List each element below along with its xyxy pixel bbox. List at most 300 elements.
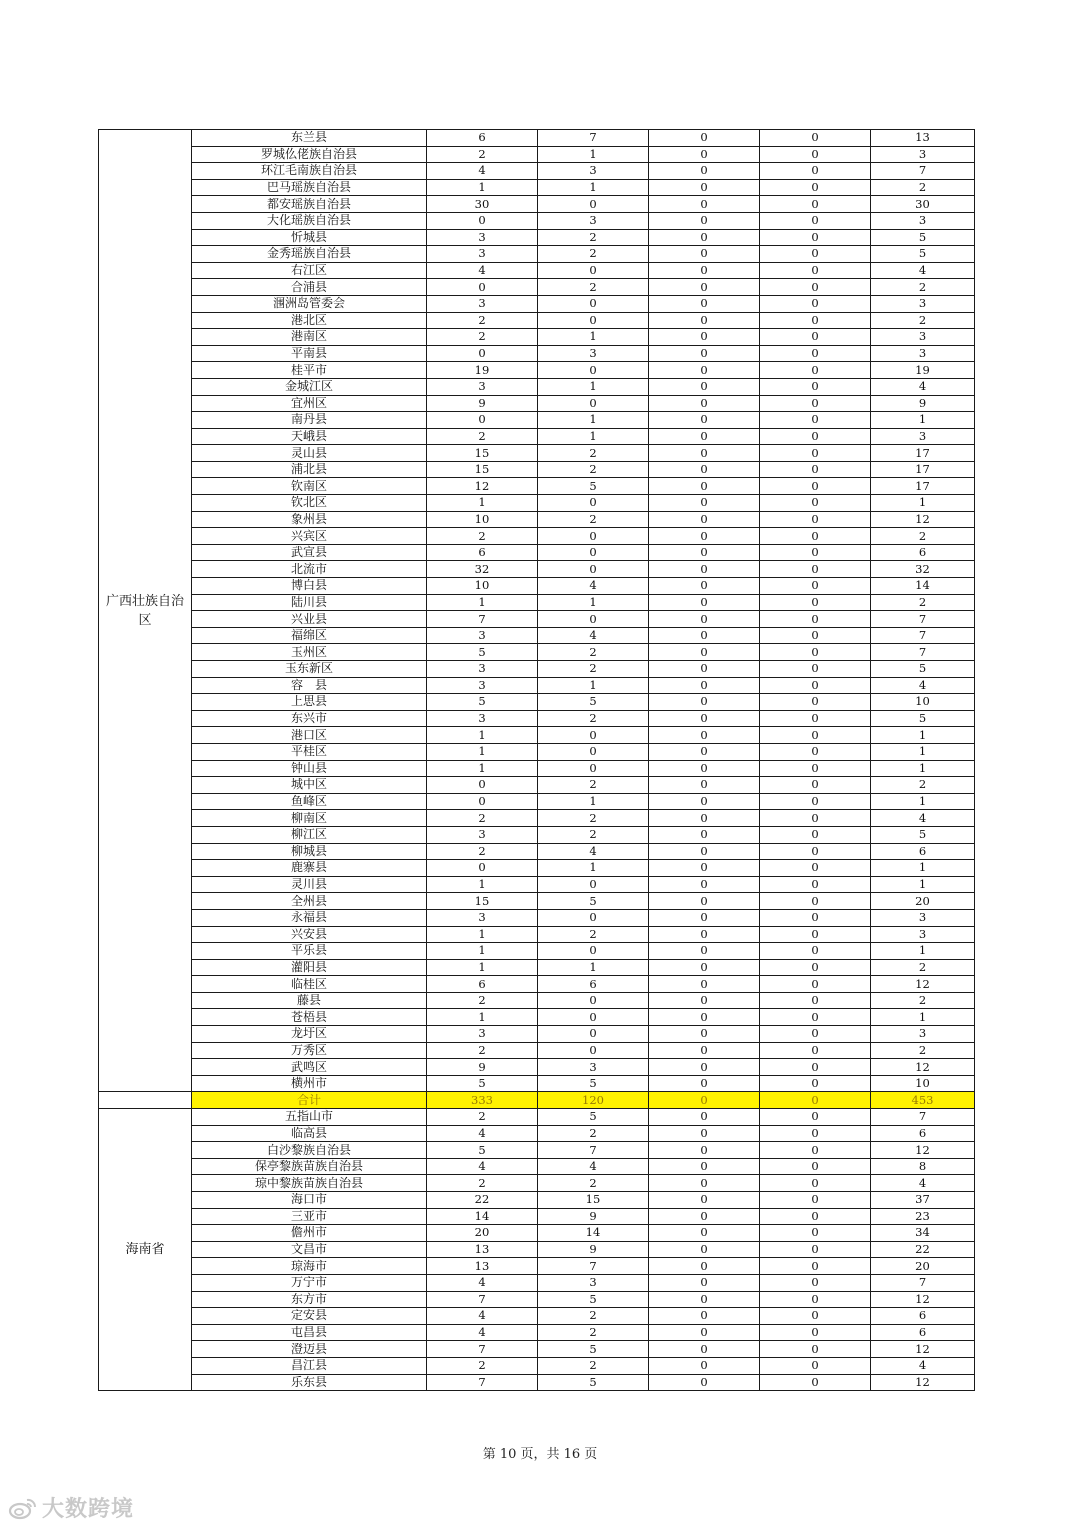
district-cell: 灵川县 bbox=[192, 876, 427, 893]
value-cell: 22 bbox=[871, 1241, 975, 1258]
value-cell: 2 bbox=[538, 1175, 649, 1192]
value-cell: 2 bbox=[427, 1175, 538, 1192]
value-cell: 0 bbox=[427, 279, 538, 296]
value-cell: 0 bbox=[649, 909, 760, 926]
district-cell: 玉州区 bbox=[192, 644, 427, 661]
table-row bbox=[99, 793, 975, 810]
value-cell: 0 bbox=[538, 760, 649, 777]
value-cell: 0 bbox=[649, 1324, 760, 1341]
weibo-logo-icon bbox=[8, 1496, 38, 1520]
value-cell: 0 bbox=[760, 1175, 871, 1192]
value-cell: 7 bbox=[871, 627, 975, 644]
table-row bbox=[99, 1324, 975, 1341]
table-row bbox=[99, 1192, 975, 1209]
value-cell: 0 bbox=[760, 909, 871, 926]
value-cell: 0 bbox=[760, 1357, 871, 1374]
value-cell: 2 bbox=[538, 810, 649, 827]
district-cell: 鹿寨县 bbox=[192, 860, 427, 877]
value-cell: 14 bbox=[538, 1225, 649, 1242]
value-cell: 0 bbox=[538, 611, 649, 628]
value-cell: 0 bbox=[760, 362, 871, 379]
value-cell: 15 bbox=[427, 461, 538, 478]
value-cell: 2 bbox=[871, 992, 975, 1009]
value-cell: 0 bbox=[760, 1225, 871, 1242]
table-row bbox=[99, 262, 975, 279]
value-cell: 0 bbox=[760, 130, 871, 147]
value-cell: 1 bbox=[538, 959, 649, 976]
district-cell: 平桂区 bbox=[192, 743, 427, 760]
value-cell: 3 bbox=[538, 163, 649, 180]
value-cell: 0 bbox=[760, 793, 871, 810]
value-cell: 6 bbox=[427, 976, 538, 993]
value-cell: 0 bbox=[427, 793, 538, 810]
district-cell: 白沙黎族自治县 bbox=[192, 1142, 427, 1159]
value-cell: 0 bbox=[760, 262, 871, 279]
value-cell: 4 bbox=[538, 1158, 649, 1175]
value-cell: 0 bbox=[649, 428, 760, 445]
value-cell: 3 bbox=[427, 826, 538, 843]
value-cell: 2 bbox=[538, 229, 649, 246]
value-cell: 0 bbox=[649, 594, 760, 611]
value-cell: 0 bbox=[760, 661, 871, 678]
district-cell: 右江区 bbox=[192, 262, 427, 279]
district-cell: 浦北县 bbox=[192, 461, 427, 478]
value-cell: 4 bbox=[871, 677, 975, 694]
table-row bbox=[99, 495, 975, 512]
value-cell: 1 bbox=[871, 793, 975, 810]
table-total-row bbox=[99, 1092, 975, 1109]
value-cell: 0 bbox=[760, 1075, 871, 1092]
table-row bbox=[99, 229, 975, 246]
district-cell: 城中区 bbox=[192, 777, 427, 794]
district-cell: 琼中黎族苗族自治县 bbox=[192, 1175, 427, 1192]
value-cell: 0 bbox=[649, 412, 760, 429]
value-cell: 7 bbox=[427, 1374, 538, 1391]
value-cell: 1 bbox=[427, 594, 538, 611]
value-cell: 4 bbox=[427, 1274, 538, 1291]
district-cell: 柳南区 bbox=[192, 810, 427, 827]
value-cell: 1 bbox=[538, 412, 649, 429]
value-cell: 0 bbox=[760, 1142, 871, 1159]
table-row bbox=[99, 893, 975, 910]
value-cell: 0 bbox=[649, 876, 760, 893]
table-row bbox=[99, 611, 975, 628]
district-cell: 桂平市 bbox=[192, 362, 427, 379]
table-row bbox=[99, 1175, 975, 1192]
value-cell: 0 bbox=[649, 1374, 760, 1391]
value-cell: 2 bbox=[538, 644, 649, 661]
value-cell: 4 bbox=[871, 1357, 975, 1374]
table-row bbox=[99, 461, 975, 478]
district-cell: 大化瑶族自治县 bbox=[192, 212, 427, 229]
district-cell: 博白县 bbox=[192, 578, 427, 595]
district-cell: 三亚市 bbox=[192, 1208, 427, 1225]
value-cell: 0 bbox=[760, 1374, 871, 1391]
value-cell: 3 bbox=[871, 212, 975, 229]
value-cell: 4 bbox=[538, 578, 649, 595]
table-row bbox=[99, 561, 975, 578]
district-cell: 临高县 bbox=[192, 1125, 427, 1142]
table-row bbox=[99, 594, 975, 611]
value-cell: 0 bbox=[760, 395, 871, 412]
value-cell: 4 bbox=[871, 1175, 975, 1192]
value-cell: 0 bbox=[649, 1357, 760, 1374]
value-cell: 0 bbox=[649, 478, 760, 495]
value-cell: 0 bbox=[649, 1175, 760, 1192]
value-cell: 2 bbox=[538, 1357, 649, 1374]
value-cell: 0 bbox=[538, 727, 649, 744]
value-cell: 0 bbox=[649, 495, 760, 512]
value-cell: 0 bbox=[649, 959, 760, 976]
value-cell: 32 bbox=[871, 561, 975, 578]
value-cell: 0 bbox=[538, 1009, 649, 1026]
value-cell: 2 bbox=[427, 329, 538, 346]
value-cell: 4 bbox=[427, 262, 538, 279]
district-cell: 罗城仫佬族自治县 bbox=[192, 146, 427, 163]
value-cell: 0 bbox=[760, 627, 871, 644]
value-cell: 3 bbox=[427, 627, 538, 644]
value-cell: 0 bbox=[649, 1274, 760, 1291]
value-cell: 1 bbox=[871, 876, 975, 893]
table-row bbox=[99, 130, 975, 147]
table-row bbox=[99, 843, 975, 860]
table-row bbox=[99, 1308, 975, 1325]
value-cell: 1 bbox=[871, 727, 975, 744]
value-cell: 453 bbox=[871, 1092, 975, 1109]
value-cell: 0 bbox=[760, 959, 871, 976]
table-row bbox=[99, 876, 975, 893]
value-cell: 120 bbox=[538, 1092, 649, 1109]
district-cell: 澄迈县 bbox=[192, 1341, 427, 1358]
value-cell: 0 bbox=[649, 743, 760, 760]
value-cell: 0 bbox=[760, 561, 871, 578]
value-cell: 0 bbox=[649, 445, 760, 462]
value-cell: 0 bbox=[649, 544, 760, 561]
value-cell: 0 bbox=[649, 777, 760, 794]
value-cell: 0 bbox=[760, 943, 871, 960]
district-cell: 钦北区 bbox=[192, 495, 427, 512]
value-cell: 0 bbox=[649, 212, 760, 229]
value-cell: 7 bbox=[427, 611, 538, 628]
value-cell: 0 bbox=[760, 229, 871, 246]
district-cell: 合计 bbox=[192, 1092, 427, 1109]
value-cell: 2 bbox=[538, 661, 649, 678]
value-cell: 0 bbox=[649, 312, 760, 329]
table-row bbox=[99, 976, 975, 993]
value-cell: 0 bbox=[649, 1158, 760, 1175]
value-cell: 0 bbox=[649, 1225, 760, 1242]
value-cell: 2 bbox=[871, 959, 975, 976]
district-cell: 万宁市 bbox=[192, 1274, 427, 1291]
table-row bbox=[99, 345, 975, 362]
value-cell: 0 bbox=[760, 578, 871, 595]
district-cell: 鱼峰区 bbox=[192, 793, 427, 810]
value-cell: 5 bbox=[427, 694, 538, 711]
table-row bbox=[99, 395, 975, 412]
value-cell: 0 bbox=[649, 661, 760, 678]
value-cell: 0 bbox=[760, 1009, 871, 1026]
table-row bbox=[99, 1208, 975, 1225]
value-cell: 3 bbox=[871, 1026, 975, 1043]
value-cell: 4 bbox=[427, 1158, 538, 1175]
value-cell: 0 bbox=[760, 1042, 871, 1059]
value-cell: 4 bbox=[871, 378, 975, 395]
table-row bbox=[99, 661, 975, 678]
value-cell: 1 bbox=[538, 860, 649, 877]
value-cell: 2 bbox=[538, 777, 649, 794]
table-row bbox=[99, 312, 975, 329]
value-cell: 1 bbox=[538, 793, 649, 810]
district-cell: 兴安县 bbox=[192, 926, 427, 943]
district-cell: 容 县 bbox=[192, 677, 427, 694]
value-cell: 0 bbox=[760, 179, 871, 196]
value-cell: 0 bbox=[649, 760, 760, 777]
value-cell: 3 bbox=[871, 146, 975, 163]
value-cell: 1 bbox=[427, 743, 538, 760]
value-cell: 32 bbox=[427, 561, 538, 578]
value-cell: 12 bbox=[871, 1142, 975, 1159]
district-cell: 宜州区 bbox=[192, 395, 427, 412]
table-row bbox=[99, 1225, 975, 1242]
value-cell: 2 bbox=[427, 1042, 538, 1059]
district-cell: 保亭黎族苗族自治县 bbox=[192, 1158, 427, 1175]
value-cell: 2 bbox=[427, 810, 538, 827]
table-row bbox=[99, 1109, 975, 1126]
value-cell: 1 bbox=[538, 146, 649, 163]
value-cell: 6 bbox=[871, 1324, 975, 1341]
district-cell: 儋州市 bbox=[192, 1225, 427, 1242]
value-cell: 2 bbox=[538, 826, 649, 843]
district-cell: 东方市 bbox=[192, 1291, 427, 1308]
table-row bbox=[99, 926, 975, 943]
value-cell: 3 bbox=[538, 1274, 649, 1291]
value-cell: 12 bbox=[871, 976, 975, 993]
value-cell: 1 bbox=[538, 594, 649, 611]
value-cell: 10 bbox=[871, 1075, 975, 1092]
table-row bbox=[99, 1241, 975, 1258]
value-cell: 1 bbox=[538, 677, 649, 694]
value-cell: 0 bbox=[649, 793, 760, 810]
value-cell: 0 bbox=[760, 146, 871, 163]
district-cell: 定安县 bbox=[192, 1308, 427, 1325]
district-cell: 北流市 bbox=[192, 561, 427, 578]
district-cell: 藤县 bbox=[192, 992, 427, 1009]
value-cell: 1 bbox=[427, 926, 538, 943]
value-cell: 1 bbox=[427, 727, 538, 744]
value-cell: 0 bbox=[649, 1109, 760, 1126]
value-cell: 0 bbox=[760, 511, 871, 528]
value-cell: 2 bbox=[871, 312, 975, 329]
table-row bbox=[99, 1291, 975, 1308]
value-cell: 7 bbox=[538, 130, 649, 147]
value-cell: 12 bbox=[871, 1341, 975, 1358]
value-cell: 6 bbox=[871, 1125, 975, 1142]
value-cell: 0 bbox=[649, 179, 760, 196]
value-cell: 0 bbox=[649, 1026, 760, 1043]
value-cell: 0 bbox=[538, 992, 649, 1009]
value-cell: 0 bbox=[760, 760, 871, 777]
province-cell: 广西壮族自治区 bbox=[99, 130, 192, 1092]
district-cell: 福绵区 bbox=[192, 627, 427, 644]
value-cell: 2 bbox=[427, 1109, 538, 1126]
district-cell: 东兴市 bbox=[192, 710, 427, 727]
value-cell: 0 bbox=[649, 528, 760, 545]
value-cell: 3 bbox=[871, 428, 975, 445]
value-cell: 5 bbox=[871, 826, 975, 843]
value-cell: 2 bbox=[538, 445, 649, 462]
value-cell: 0 bbox=[649, 279, 760, 296]
value-cell: 0 bbox=[649, 1059, 760, 1076]
value-cell: 0 bbox=[760, 611, 871, 628]
value-cell: 1 bbox=[871, 943, 975, 960]
value-cell: 37 bbox=[871, 1192, 975, 1209]
table-row bbox=[99, 1374, 975, 1391]
value-cell: 0 bbox=[760, 694, 871, 711]
value-cell: 0 bbox=[760, 428, 871, 445]
value-cell: 1 bbox=[538, 329, 649, 346]
table-row bbox=[99, 959, 975, 976]
value-cell: 0 bbox=[538, 528, 649, 545]
value-cell: 2 bbox=[871, 179, 975, 196]
district-cell: 平南县 bbox=[192, 345, 427, 362]
value-cell: 2 bbox=[871, 1042, 975, 1059]
value-cell: 0 bbox=[760, 594, 871, 611]
value-cell: 0 bbox=[649, 843, 760, 860]
value-cell: 0 bbox=[538, 561, 649, 578]
district-cell: 兴业县 bbox=[192, 611, 427, 628]
value-cell: 0 bbox=[649, 345, 760, 362]
table-row bbox=[99, 1075, 975, 1092]
district-cell: 龙圩区 bbox=[192, 1026, 427, 1043]
table-row bbox=[99, 179, 975, 196]
value-cell: 0 bbox=[760, 1192, 871, 1209]
district-cell: 钟山县 bbox=[192, 760, 427, 777]
value-cell: 0 bbox=[649, 644, 760, 661]
district-cell: 横州市 bbox=[192, 1075, 427, 1092]
value-cell: 19 bbox=[871, 362, 975, 379]
value-cell: 3 bbox=[427, 246, 538, 263]
value-cell: 20 bbox=[427, 1225, 538, 1242]
value-cell: 14 bbox=[427, 1208, 538, 1225]
value-cell: 0 bbox=[538, 362, 649, 379]
value-cell: 0 bbox=[760, 677, 871, 694]
table-row bbox=[99, 1357, 975, 1374]
value-cell: 10 bbox=[871, 694, 975, 711]
value-cell: 15 bbox=[427, 445, 538, 462]
value-cell: 5 bbox=[538, 1291, 649, 1308]
table-row bbox=[99, 1258, 975, 1275]
value-cell: 0 bbox=[760, 1308, 871, 1325]
table-row bbox=[99, 777, 975, 794]
data-table bbox=[98, 129, 975, 1391]
value-cell: 9 bbox=[538, 1241, 649, 1258]
value-cell: 1 bbox=[871, 1009, 975, 1026]
value-cell: 23 bbox=[871, 1208, 975, 1225]
value-cell: 3 bbox=[871, 345, 975, 362]
value-cell: 0 bbox=[649, 561, 760, 578]
value-cell: 3 bbox=[427, 1026, 538, 1043]
value-cell: 5 bbox=[538, 478, 649, 495]
table-row bbox=[99, 1142, 975, 1159]
value-cell: 5 bbox=[427, 644, 538, 661]
value-cell: 5 bbox=[538, 893, 649, 910]
value-cell: 7 bbox=[427, 1291, 538, 1308]
table-row bbox=[99, 295, 975, 312]
table-row bbox=[99, 826, 975, 843]
value-cell: 0 bbox=[538, 196, 649, 213]
value-cell: 2 bbox=[538, 710, 649, 727]
value-cell: 0 bbox=[760, 295, 871, 312]
table-row bbox=[99, 627, 975, 644]
district-cell: 武宣县 bbox=[192, 544, 427, 561]
value-cell: 0 bbox=[760, 1208, 871, 1225]
value-cell: 7 bbox=[871, 644, 975, 661]
value-cell: 2 bbox=[538, 461, 649, 478]
value-cell: 4 bbox=[538, 843, 649, 860]
district-cell: 武鸣区 bbox=[192, 1059, 427, 1076]
value-cell: 0 bbox=[760, 926, 871, 943]
value-cell: 0 bbox=[649, 1092, 760, 1109]
value-cell: 0 bbox=[760, 478, 871, 495]
value-cell: 0 bbox=[760, 1241, 871, 1258]
value-cell: 0 bbox=[538, 295, 649, 312]
value-cell: 0 bbox=[649, 196, 760, 213]
table-row bbox=[99, 1026, 975, 1043]
value-cell: 0 bbox=[538, 909, 649, 926]
value-cell: 0 bbox=[760, 528, 871, 545]
table-row bbox=[99, 1009, 975, 1026]
value-cell: 4 bbox=[427, 1324, 538, 1341]
district-cell: 昌江县 bbox=[192, 1357, 427, 1374]
district-cell: 平乐县 bbox=[192, 943, 427, 960]
value-cell: 1 bbox=[427, 179, 538, 196]
value-cell: 0 bbox=[760, 743, 871, 760]
district-cell: 玉东新区 bbox=[192, 661, 427, 678]
value-cell: 0 bbox=[649, 130, 760, 147]
table-row bbox=[99, 810, 975, 827]
value-cell: 0 bbox=[649, 727, 760, 744]
district-cell: 巴马瑶族自治县 bbox=[192, 179, 427, 196]
value-cell: 0 bbox=[649, 677, 760, 694]
value-cell: 0 bbox=[538, 544, 649, 561]
value-cell: 0 bbox=[649, 1075, 760, 1092]
table-row bbox=[99, 362, 975, 379]
value-cell: 3 bbox=[538, 1059, 649, 1076]
table-row bbox=[99, 212, 975, 229]
district-cell: 苍梧县 bbox=[192, 1009, 427, 1026]
value-cell: 1 bbox=[538, 179, 649, 196]
value-cell: 5 bbox=[871, 246, 975, 263]
table-row bbox=[99, 279, 975, 296]
value-cell: 0 bbox=[538, 312, 649, 329]
value-cell: 0 bbox=[760, 1125, 871, 1142]
value-cell: 3 bbox=[427, 229, 538, 246]
district-cell: 南丹县 bbox=[192, 412, 427, 429]
value-cell: 0 bbox=[649, 1009, 760, 1026]
value-cell: 0 bbox=[649, 1241, 760, 1258]
value-cell: 7 bbox=[427, 1341, 538, 1358]
value-cell: 34 bbox=[871, 1225, 975, 1242]
table-row bbox=[99, 727, 975, 744]
value-cell: 0 bbox=[427, 860, 538, 877]
value-cell: 2 bbox=[871, 279, 975, 296]
value-cell: 3 bbox=[427, 909, 538, 926]
value-cell: 17 bbox=[871, 461, 975, 478]
value-cell: 2 bbox=[427, 843, 538, 860]
value-cell: 0 bbox=[649, 329, 760, 346]
value-cell: 20 bbox=[871, 1258, 975, 1275]
table-row bbox=[99, 544, 975, 561]
